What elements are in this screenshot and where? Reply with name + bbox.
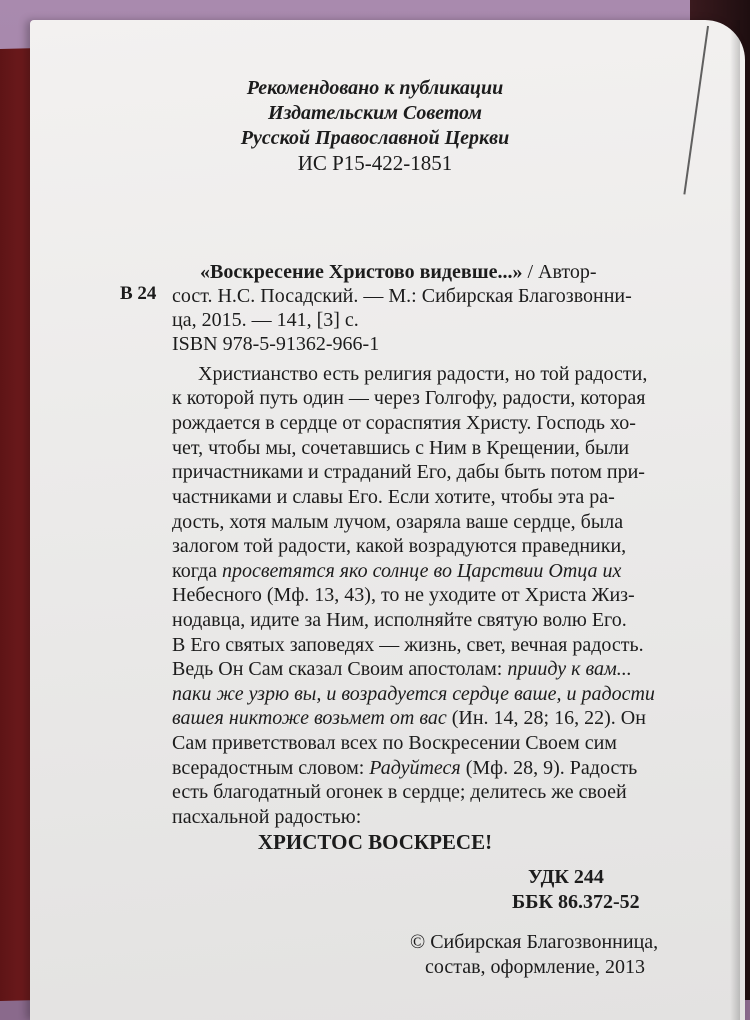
catalog-line-1-rest: / Автор-: [522, 261, 597, 283]
para-line-15: [172, 706, 646, 731]
para-line-11: нодавца, идите за Ним, исполняйте святую волю Его.: [172, 609, 627, 631]
para-line-18: есть благодатный огонек в сердце; делитесь же своей: [172, 781, 627, 803]
para-line-17-b: (Мф. 28, 9). Радость: [460, 757, 638, 779]
approval-line-3: Русской Православной Церкви: [240, 127, 510, 149]
para-line-14: паки же узрю вы, и возрадуется сердце ваше, и радости: [172, 683, 655, 705]
para-line-13-italic: прииду к вам...: [507, 658, 632, 680]
para-line-1: Христианство есть религия радости, но той радости,: [198, 363, 648, 385]
copyright-line-2: состав, оформление, 2013: [425, 956, 646, 978]
para-line-10: Небесного (Мф. 13, 43), то не уходите от Христа Жиз-: [172, 584, 635, 606]
approval-line-1: Рекомендовано к публикации: [246, 77, 504, 99]
para-line-3: рождается в сердце от сораспятия Христу. Господь хо-: [172, 412, 636, 434]
para-line-6: частниками и славы Его. Если хотите, чтобы эта ра-: [172, 486, 615, 508]
para-line-9-a: когда: [172, 560, 222, 582]
para-line-17-italic: Радуйтеся: [369, 757, 461, 779]
para-line-12: В Его святых заповедях — жизнь, свет, вечная радость.: [172, 634, 644, 656]
para-line-8: залогом той радости, какой возрадуются праведники,: [172, 535, 627, 557]
para-line-13-a: Ведь Он Сам сказал Своим апостолам:: [172, 658, 508, 680]
bbk-code: ББК 86.372-52: [512, 891, 640, 913]
para-line-13: [172, 657, 632, 682]
copyright-line-1: © Сибирская Благозвонница,: [410, 931, 659, 953]
isbn: ISBN 978-5-91362-966-1: [172, 333, 380, 355]
book-title: «Воскресение Христово видевше...»: [200, 261, 523, 283]
para-line-4: чет, чтобы мы, сочетавшись с Ним в Крещении, были: [172, 437, 630, 459]
para-line-19: пасхальной радостью:: [172, 806, 362, 828]
catalog-index: В 24: [120, 283, 157, 304]
para-line-15-italic: вашея никтоже возьмет от вас: [172, 707, 447, 729]
para-line-17: [172, 756, 637, 781]
catalog-line-1: [200, 260, 597, 285]
para-line-9: [172, 559, 621, 584]
approval-line-2: Издательским Советом: [268, 102, 482, 124]
para-line-9-italic: просветятся яко солнце во Царствии Отца их: [221, 560, 622, 582]
para-line-16: Сам приветствовал всех по Воскресении Своем сим: [172, 732, 617, 754]
closing-exclamation: ХРИСТОС ВОСКРЕСЕ!: [257, 830, 493, 854]
udk-code: УДК 244: [528, 866, 604, 888]
para-line-5: причастниками и страданий Его, дабы быть потом при-: [172, 461, 645, 483]
para-line-2: к которой путь один — через Голгофу, радости, которая: [172, 387, 646, 409]
para-line-17-a: всерадостным словом:: [172, 757, 370, 779]
catalog-line-2: сост. Н.С. Посадский. — М.: Сибирская Благозвонни-: [172, 285, 632, 307]
catalog-line-3: ца, 2015. — 141, [3] с.: [172, 309, 359, 331]
para-line-15-b: (Ин. 14, 28; 16, 22). Он: [446, 707, 646, 729]
para-line-7: дость, хотя малым лучом, озаряла ваше сердце, была: [172, 511, 624, 533]
approval-code: ИС Р15-422-1851: [297, 151, 453, 175]
